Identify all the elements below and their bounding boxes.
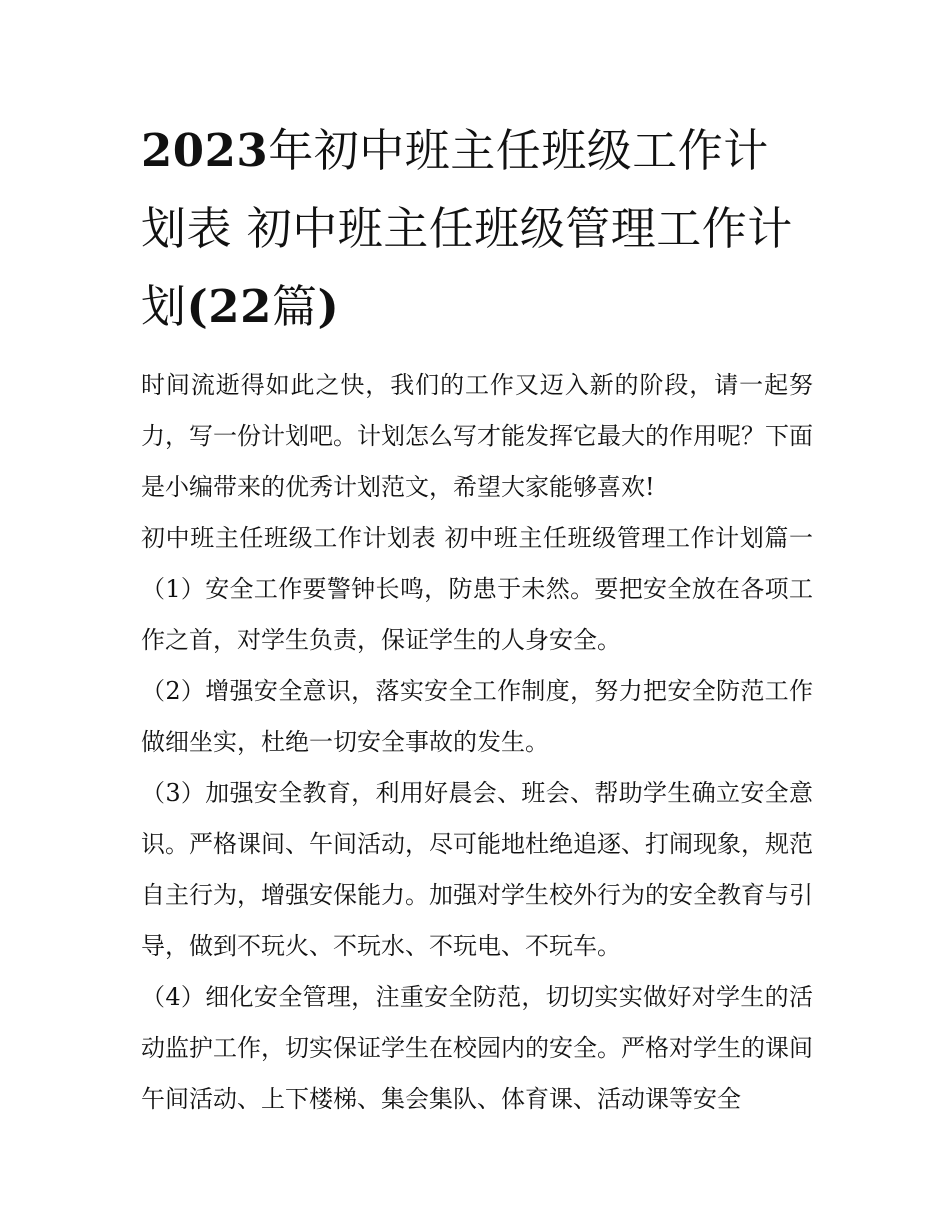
document-body: [141, 360, 813, 1125]
paragraph-item-3: （3）加强安全教育，利用好晨会、班会、帮助学生确立安全意识。严格课间、午间活动，尽可能地杜绝追逐、打闹现象，规范自主行为，增强安保能力。加强对学生校外行为的安全教育与引导，做到不玩火、不玩水、不玩电、不玩车。: [141, 779, 813, 960]
title-text-main: 年初中班主任班级工作计划表 初中班主任班级管理工作计划: [141, 124, 793, 333]
document-title: [141, 112, 813, 346]
paragraph-item-4: （4）细化安全管理，注重安全防范，切切实实做好对学生的活动监护工作，切实保证学生在校园内的安全。严格对学生的课间午间活动、上下楼梯、集会集队、体育课、活动课等安全: [141, 983, 813, 1113]
paragraph-item-2: （2）增强安全意识，落实安全工作制度，努力把安全防范工作做细坐实，杜绝一切安全事故的发生。: [141, 677, 813, 756]
paragraph-intro: 时间流逝得如此之快，我们的工作又迈入新的阶段，请一起努力，写一份计划吧。计划怎么写才能发挥它最大的作用呢？下面是小编带来的优秀计划范文，希望大家能够喜欢!: [141, 371, 813, 501]
document-content: [141, 112, 813, 1125]
title-text-unit: 篇: [271, 280, 318, 333]
title-close-paren: ): [317, 280, 340, 333]
paragraph-item-1: 初中班主任班级工作计划表 初中班主任班级管理工作计划篇一 （1）安全工作要警钟长鸣，防患于未然。要把安全放在各项工作之首，对学生负责，保证学生的人身安全。: [141, 524, 813, 654]
title-year: 2023: [141, 124, 269, 177]
title-count: (22: [186, 280, 272, 333]
